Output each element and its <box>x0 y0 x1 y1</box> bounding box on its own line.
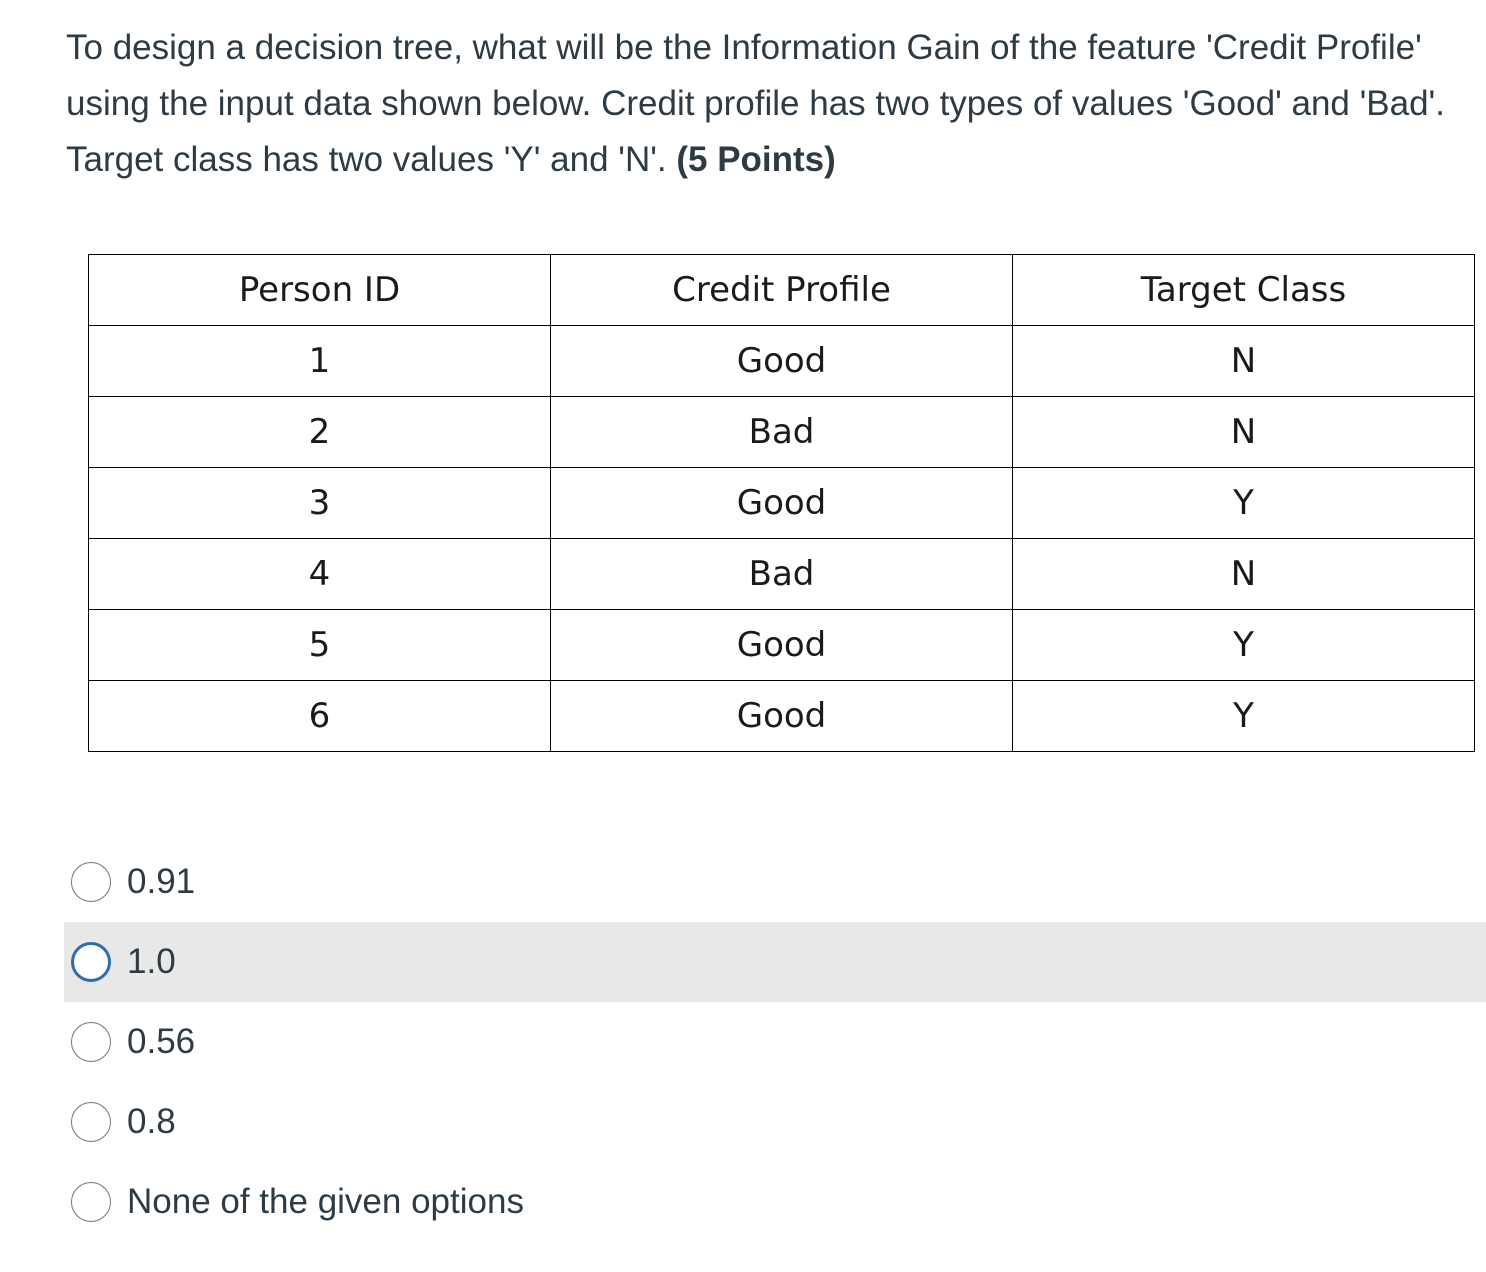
cell-person-id: 4 <box>89 539 551 610</box>
table-header-row <box>89 255 1475 326</box>
cell-person-id: 1 <box>89 326 551 397</box>
table-row <box>89 681 1475 752</box>
table-row <box>89 539 1475 610</box>
header-person-id: Person ID <box>89 255 551 326</box>
option-none[interactable] <box>64 1162 1486 1242</box>
table-row <box>89 326 1475 397</box>
cell-credit-profile: Good <box>551 610 1013 681</box>
radio-button[interactable] <box>71 1102 111 1142</box>
cell-credit-profile: Bad <box>551 539 1013 610</box>
cell-person-id: 5 <box>89 610 551 681</box>
option-label: 0.56 <box>127 1022 196 1061</box>
radio-button[interactable] <box>71 1022 111 1062</box>
option-label: 0.91 <box>127 862 196 901</box>
cell-credit-profile: Bad <box>551 397 1013 468</box>
cell-credit-profile: Good <box>551 681 1013 752</box>
table-row <box>89 397 1475 468</box>
cell-target-class: N <box>1013 326 1475 397</box>
cell-target-class: N <box>1013 397 1475 468</box>
option-label: None of the given options <box>127 1182 524 1221</box>
cell-target-class: Y <box>1013 610 1475 681</box>
option-1-0[interactable] <box>64 922 1486 1002</box>
option-0-91[interactable] <box>64 842 1486 922</box>
cell-credit-profile: Good <box>551 468 1013 539</box>
cell-credit-profile: Good <box>551 326 1013 397</box>
cell-target-class: N <box>1013 539 1475 610</box>
radio-button[interactable] <box>71 1182 111 1222</box>
data-table <box>88 254 1475 752</box>
header-credit-profile: Credit Profile <box>551 255 1013 326</box>
table-row <box>89 468 1475 539</box>
radio-button[interactable] <box>71 942 111 982</box>
question-points: (5 Points) <box>676 140 836 179</box>
question-body: To design a decision tree, what will be the Information Gain of the feature 'Credit Profile' using the input data shown below. Credit profile has two types of values 'Good' and 'Bad'. Target class has two values 'Y' and 'N'. <box>66 28 1445 179</box>
table-row <box>89 610 1475 681</box>
cell-target-class: Y <box>1013 681 1475 752</box>
cell-person-id: 3 <box>89 468 551 539</box>
question-text <box>66 20 1466 188</box>
option-label: 0.8 <box>127 1102 176 1141</box>
cell-person-id: 6 <box>89 681 551 752</box>
header-target-class: Target Class <box>1013 255 1475 326</box>
option-0-8[interactable] <box>64 1082 1486 1162</box>
cell-person-id: 2 <box>89 397 551 468</box>
answer-options <box>64 842 1486 1242</box>
option-0-56[interactable] <box>64 1002 1486 1082</box>
option-label: 1.0 <box>127 942 176 981</box>
radio-button[interactable] <box>71 862 111 902</box>
cell-target-class: Y <box>1013 468 1475 539</box>
